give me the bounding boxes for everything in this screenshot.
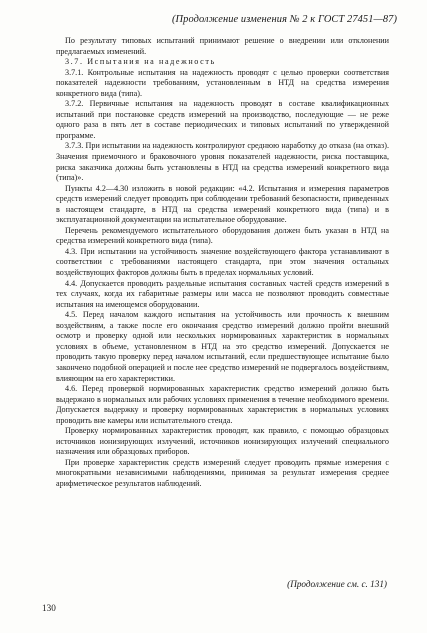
paragraph-4-5: 4.5. Перед началом каждого испытания на устойчивость или прочность к внешним воздействиям, а также после его окончания средство измерений должно пройти внешний осмотр и проверку одной или нескольких нормированных характеристик в нормальных условиях в объеме, установленном в НТД на это средство измерений. Допускается не проводить такую проверку перед началом испытаний, если предшествующее испытание было закончено подобной операцией и после нее средство измерений не подвергалось воздействиям, влияющим на его характеристики. bbox=[56, 310, 389, 383]
paragraph-typical-test-result: По результату типовых испытаний принимают решение о внедрении или отклонении предлагаемых изменений. bbox=[56, 36, 389, 56]
running-header: (Продолжение изменения № 2 к ГОСТ 27451—87) bbox=[171, 14, 397, 25]
section-heading-reliability: 3.7. Испытания на надежность bbox=[65, 57, 216, 67]
body-text bbox=[56, 36, 389, 490]
paragraph-3-7-2: 3.7.2. Первичные испытания на надежность проводят в составе квалификационных испытаний при постановке средств измерений на производство, последующие — не реже одного раза в пять лет в составе периодических и типовых испытаний по утвержденной программе. bbox=[56, 99, 389, 140]
paragraph-4-4: 4.4. Допускается проводить раздельные испытания составных частей средств измерений в тех случаях, когда их габаритные размеры или масса не позволяют проводить совместные испытания на имеющемся оборудовании. bbox=[56, 278, 389, 309]
paragraph-4-3: 4.3. При испытании на устойчивость значение воздействующего фактора устанавливают в соответствии с требованиями настоящего стандарта, при этом значения остальных воздействующих факторов должны быть в пределах нормальных условий. bbox=[56, 246, 389, 278]
paragraph-3-7-3: 3.7.3. При испытании на надежность контролируют среднюю наработку до отказа (на отказ). Значения приемочного и браковочного уровня показателей надежности, риска поставщика, риска заказчика должны быть установлены в НТД на средства измерений конкретного вида (типа)». bbox=[56, 141, 389, 183]
paragraph-4-2: Пункты 4.2—4.30 изложить в новой редакции: «4.2. Испытания и измерения параметров средств измерений следует проводить при соблюдении требований безопасности, приведенных в настоящем стандарте, в НТД на средства измерений конкретного вида (типа) и в эксплуатационной документации на испытательное оборудование. bbox=[56, 183, 389, 225]
paragraph-direct-measurements: При проверке характеристик средств измерений следует проводить прямые измерения с многократными независимыми наблюдениями, принимая за результат измерения среднее арифметическое результатов наблюдений. bbox=[56, 457, 389, 488]
paragraph-characteristics-check: Проверку нормированных характеристик проводят, как правило, с помощью образцовых источников ионизирующих излучений, источников ионизирующих излучений специального назначения или образцовых приборов. bbox=[56, 426, 389, 457]
continuation-note: (Продолжение см. с. 131) bbox=[287, 579, 387, 589]
paragraph-4-6: 4.6. Перед проверкой нормированных характеристик средство измерений должно быть выдержано в нормальных или рабочих условиях применения в течение необходимого времени. Допускается выдержку и проверку нормированных характеристик в нормальных условиях проводить вне камеры или испытательного стенда. bbox=[56, 384, 389, 425]
paragraph-equipment-list: Перечень рекомендуемого испытательного оборудования должен быть указан в НТД на средства измерений конкретного вида (типа). bbox=[56, 225, 389, 246]
page-number: 130 bbox=[42, 603, 56, 613]
paragraph-3-7-1: 3.7.1. Контрольные испытания на надежность проводят с целью проверки соответствия показателей надежности требованиям, установленным в НТД на средства измерения конкретного вида (типа). bbox=[56, 67, 389, 98]
